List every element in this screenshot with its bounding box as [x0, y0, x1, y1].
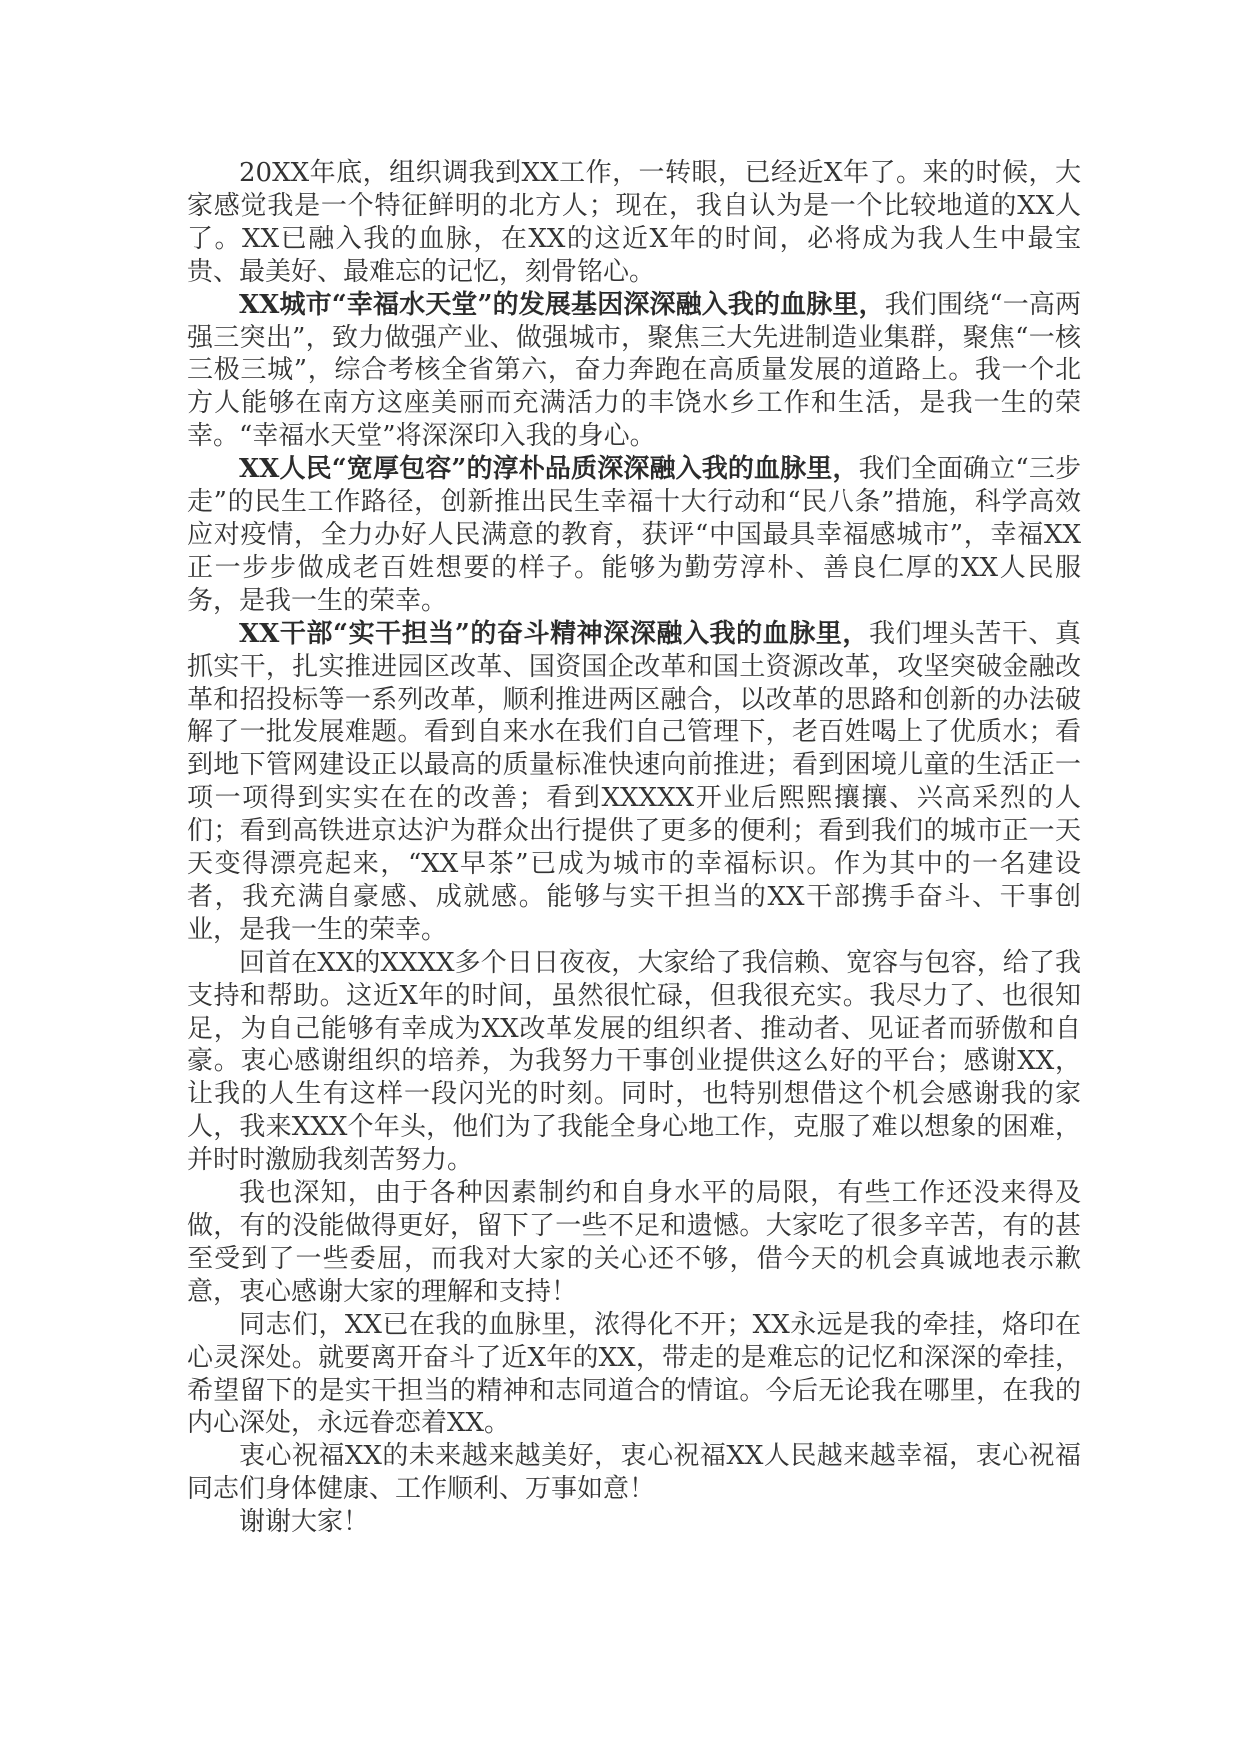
paragraph-text: 衷心祝福XX的未来越来越美好，衷心祝福XX人民越来越幸福，衷心祝福同志们身体健康、工作顺利、万事如意！: [187, 1441, 1081, 1505]
paragraph-cadres: [187, 618, 1081, 947]
paragraph-gratitude: [187, 947, 1081, 1177]
paragraph-city: [187, 289, 1081, 454]
document-page: [187, 157, 1081, 1539]
paragraph-lead: XX人民“宽厚包容”的淳朴品质深深融入我的血脉里，: [239, 454, 859, 485]
paragraph-text: 我也深知，由于各种因素制约和自身水平的局限，有些工作还没来得及做，有的没能做得更好，留下了一些不足和遗憾。大家吃了很多辛苦，有的甚至受到了一些委屈，而我对大家的关心还不够，借今天的机会真诚地表示歉意，衷心感谢大家的理解和支持！: [187, 1178, 1081, 1307]
paragraph-thanks: [187, 1506, 1081, 1539]
paragraph-text: 谢谢大家！: [239, 1507, 370, 1538]
paragraph-text: 同志们，XX已在我的血脉里，浓得化不开；XX永远是我的牵挂，烙印在心灵深处。就要离开奋斗了近X年的XX，带走的是难忘的记忆和深深的牵挂，希望留下的是实干担当的精神和志同道合的情谊。今后无论我在哪里，在我的内心深处，永远眷恋着XX。: [187, 1309, 1081, 1439]
paragraph-text: 回首在XX的XXXX多个日日夜夜，大家给了我信赖、宽容与包容，给了我支持和帮助。这近X年的时间，虽然很忙碌，但我很充实。我尽力了、也很知足，为自己能够有幸成为XX改革发展的组织者、推动者、见证者而骄傲和自豪。衷心感谢组织的培养，为我努力干事创业提供这么好的平台；感谢XX，让我的人生有这样一段闪光的时刻。同时，也特别想借这个机会感谢我的家人，我来XXX个年头，他们为了我能全身心地工作，克服了难以想象的困难，并时时激励我刻苦努力。: [187, 947, 1081, 1176]
paragraph-text: 20XX年底，组织调我到XX工作，一转眼，已经近X年了。来的时候，大家感觉我是一个特征鲜明的北方人；现在，我自认为是一个比较地道的XX人了。XX已融入我的血脉，在XX的这近X年的时间，必将成为我人生中最宝贵、最美好、最难忘的记忆，刻骨铭心。: [187, 158, 1081, 287]
paragraph-text: 我们全面确立“三步走”的民生工作路径，创新推出民生幸福十大行动和“民八条”措施，科学高效应对疫情，全力办好人民满意的教育，获评“中国最具幸福感城市”，幸福XX正一步步做成老百姓想要的样子。能够为勤劳淳朴、善良仁厚的XX人民服务，是我一生的荣幸。: [187, 454, 1081, 616]
paragraph-lead: XX城市“幸福水天堂”的发展基因深深融入我的血脉里，: [239, 289, 885, 320]
paragraph-people: [187, 453, 1081, 618]
paragraph-intro: [187, 157, 1081, 289]
paragraph-text: 我们围绕“一高两强三突出”，致力做强产业、做强城市，聚焦三大先进制造业集群，聚焦“一核三极三城”，综合考核全省第六，奋力奔跑在高质量发展的道路上。我一个北方人能够在南方这座美丽而充满活力的丰饶水乡工作和生活，是我一生的荣幸。“幸福水天堂”将深深印入我的身心。: [187, 289, 1081, 452]
paragraph-apology: [187, 1177, 1081, 1309]
paragraph-text: 我们埋头苦干、真抓实干，扎实推进园区改革、国资国企改革和国土资源改革，攻坚突破金融改革和招投标等一系列改革，顺利推进两区融合，以改革的思路和创新的办法破解了一批发展难题。看到自来水在我们自己管理下，老百姓喝上了优质水；看到地下管网建设正以最高的质量标准快速向前推进；看到困境儿童的生活正一项一项得到实实在在的改善；看到XXXXX开业后熙熙攘攘、兴高采烈的人们；看到高铁进京达沪为群众出行提供了更多的便利；看到我们的城市正一天天变得漂亮起来，“XX早茶”已成为城市的幸福标识。作为其中的一名建设者，我充满自豪感、成就感。能够与实干担当的XX干部携手奋斗、干事创业，是我一生的荣幸。: [187, 618, 1081, 945]
paragraph-blessing: [187, 1440, 1081, 1506]
paragraph-farewell: [187, 1309, 1081, 1441]
paragraph-lead: XX干部“实干担当”的奋斗精神深深融入我的血脉里，: [239, 618, 869, 649]
